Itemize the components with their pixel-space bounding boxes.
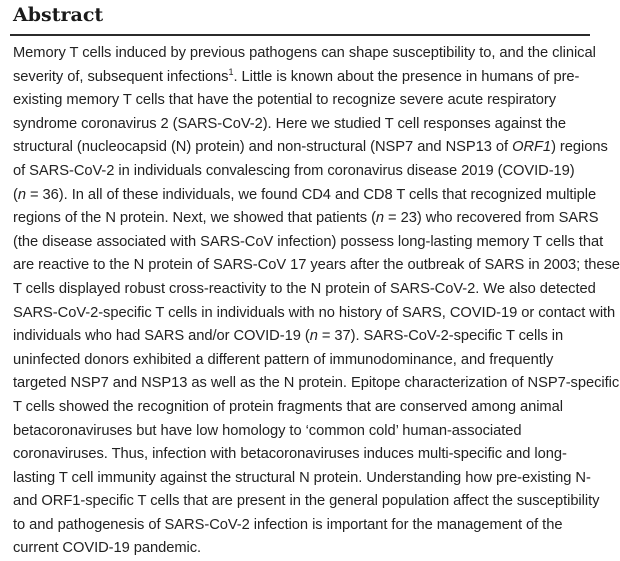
- text-line: coronaviruses. Thus, infection with betacoronaviruses induces multi-specific and long-: [13, 446, 567, 463]
- text-line: Memory T cells induced by previous pathogens can shape susceptibility to, and the clinical: [13, 45, 596, 61]
- text-line: targeted NSP7 and NSP13 as well as the N protein. Epitope characterization of NSP7-specific: [13, 375, 620, 392]
- footnote-ref-link[interactable]: 1: [228, 66, 234, 77]
- text-line: to and pathogenesis of SARS-CoV-2 infection is important for the management of the: [13, 516, 563, 533]
- abstract-text: [13, 42, 620, 557]
- text-line: T cells showed the recognition of protein fragments that are conserved among animal: [13, 398, 563, 415]
- n-symbol: n: [309, 328, 318, 345]
- text-line: lasting T cell immunity against the structural N protein. Understanding how pre-existing N-: [13, 469, 591, 486]
- text-line: (n = 36). In all of these individuals, we found CD4 and CD8 T cells that recognized multiple: [13, 186, 597, 203]
- n-symbol: n: [375, 210, 385, 227]
- text-line: existing memory T cells that have the potential to recognize severe acute respiratory: [13, 92, 557, 109]
- orf1-term: ORF1: [512, 139, 552, 156]
- text-line: severity of, subsequent infections$^1$. Little is known about the presence in humans of pre-: [13, 66, 580, 85]
- text-line: current COVID-19 pandemic.: [13, 540, 202, 557]
- text-line: SARS-CoV-2-specific T cells in individuals with no history of SARS, COVID-19 or contact with: [13, 304, 616, 321]
- text-line: are reactive to the N protein of SARS-CoV 17 years after the outbreak of SARS in 2003; these: [13, 257, 620, 274]
- text-line: structural (nucleocapsid (N) protein) and non-structural (NSP7 and NSP13 of ORF1) regions: [13, 139, 608, 156]
- text-line: individuals who had SARS and/or COVID-19 (n = 37). SARS-CoV-2-specific T cells in: [13, 328, 564, 345]
- n-symbol: n: [17, 186, 26, 203]
- text-line: syndrome coronavirus 2 (SARS-CoV-2). Here we studied T cell responses against the: [13, 115, 566, 132]
- heading-divider: [10, 34, 590, 36]
- text-line: uninfected donors exhibited a different pattern of immunodominance, and frequently: [13, 351, 554, 368]
- text-line: of SARS-CoV-2 in individuals convalescing from coronavirus disease 2019 (COVID-19): [13, 162, 575, 179]
- text-line: betacoronaviruses but have low homology to ‘common cold’ human-associated: [13, 422, 522, 439]
- text-line: regions of the N protein. Next, we showed that patients (n = 23) who recovered from SARS: [13, 210, 599, 227]
- text-line: T cells displayed robust cross-reactivity to the N protein of SARS-CoV-2. We also detected: [13, 280, 596, 297]
- text-line: and ORF1-specific T cells that are present in the general population affect the susceptibility: [13, 493, 600, 510]
- text-line: (the disease associated with SARS-CoV infection) possess long-lasting memory T cells that: [13, 233, 604, 250]
- abstract-heading: Abstract: [13, 4, 104, 26]
